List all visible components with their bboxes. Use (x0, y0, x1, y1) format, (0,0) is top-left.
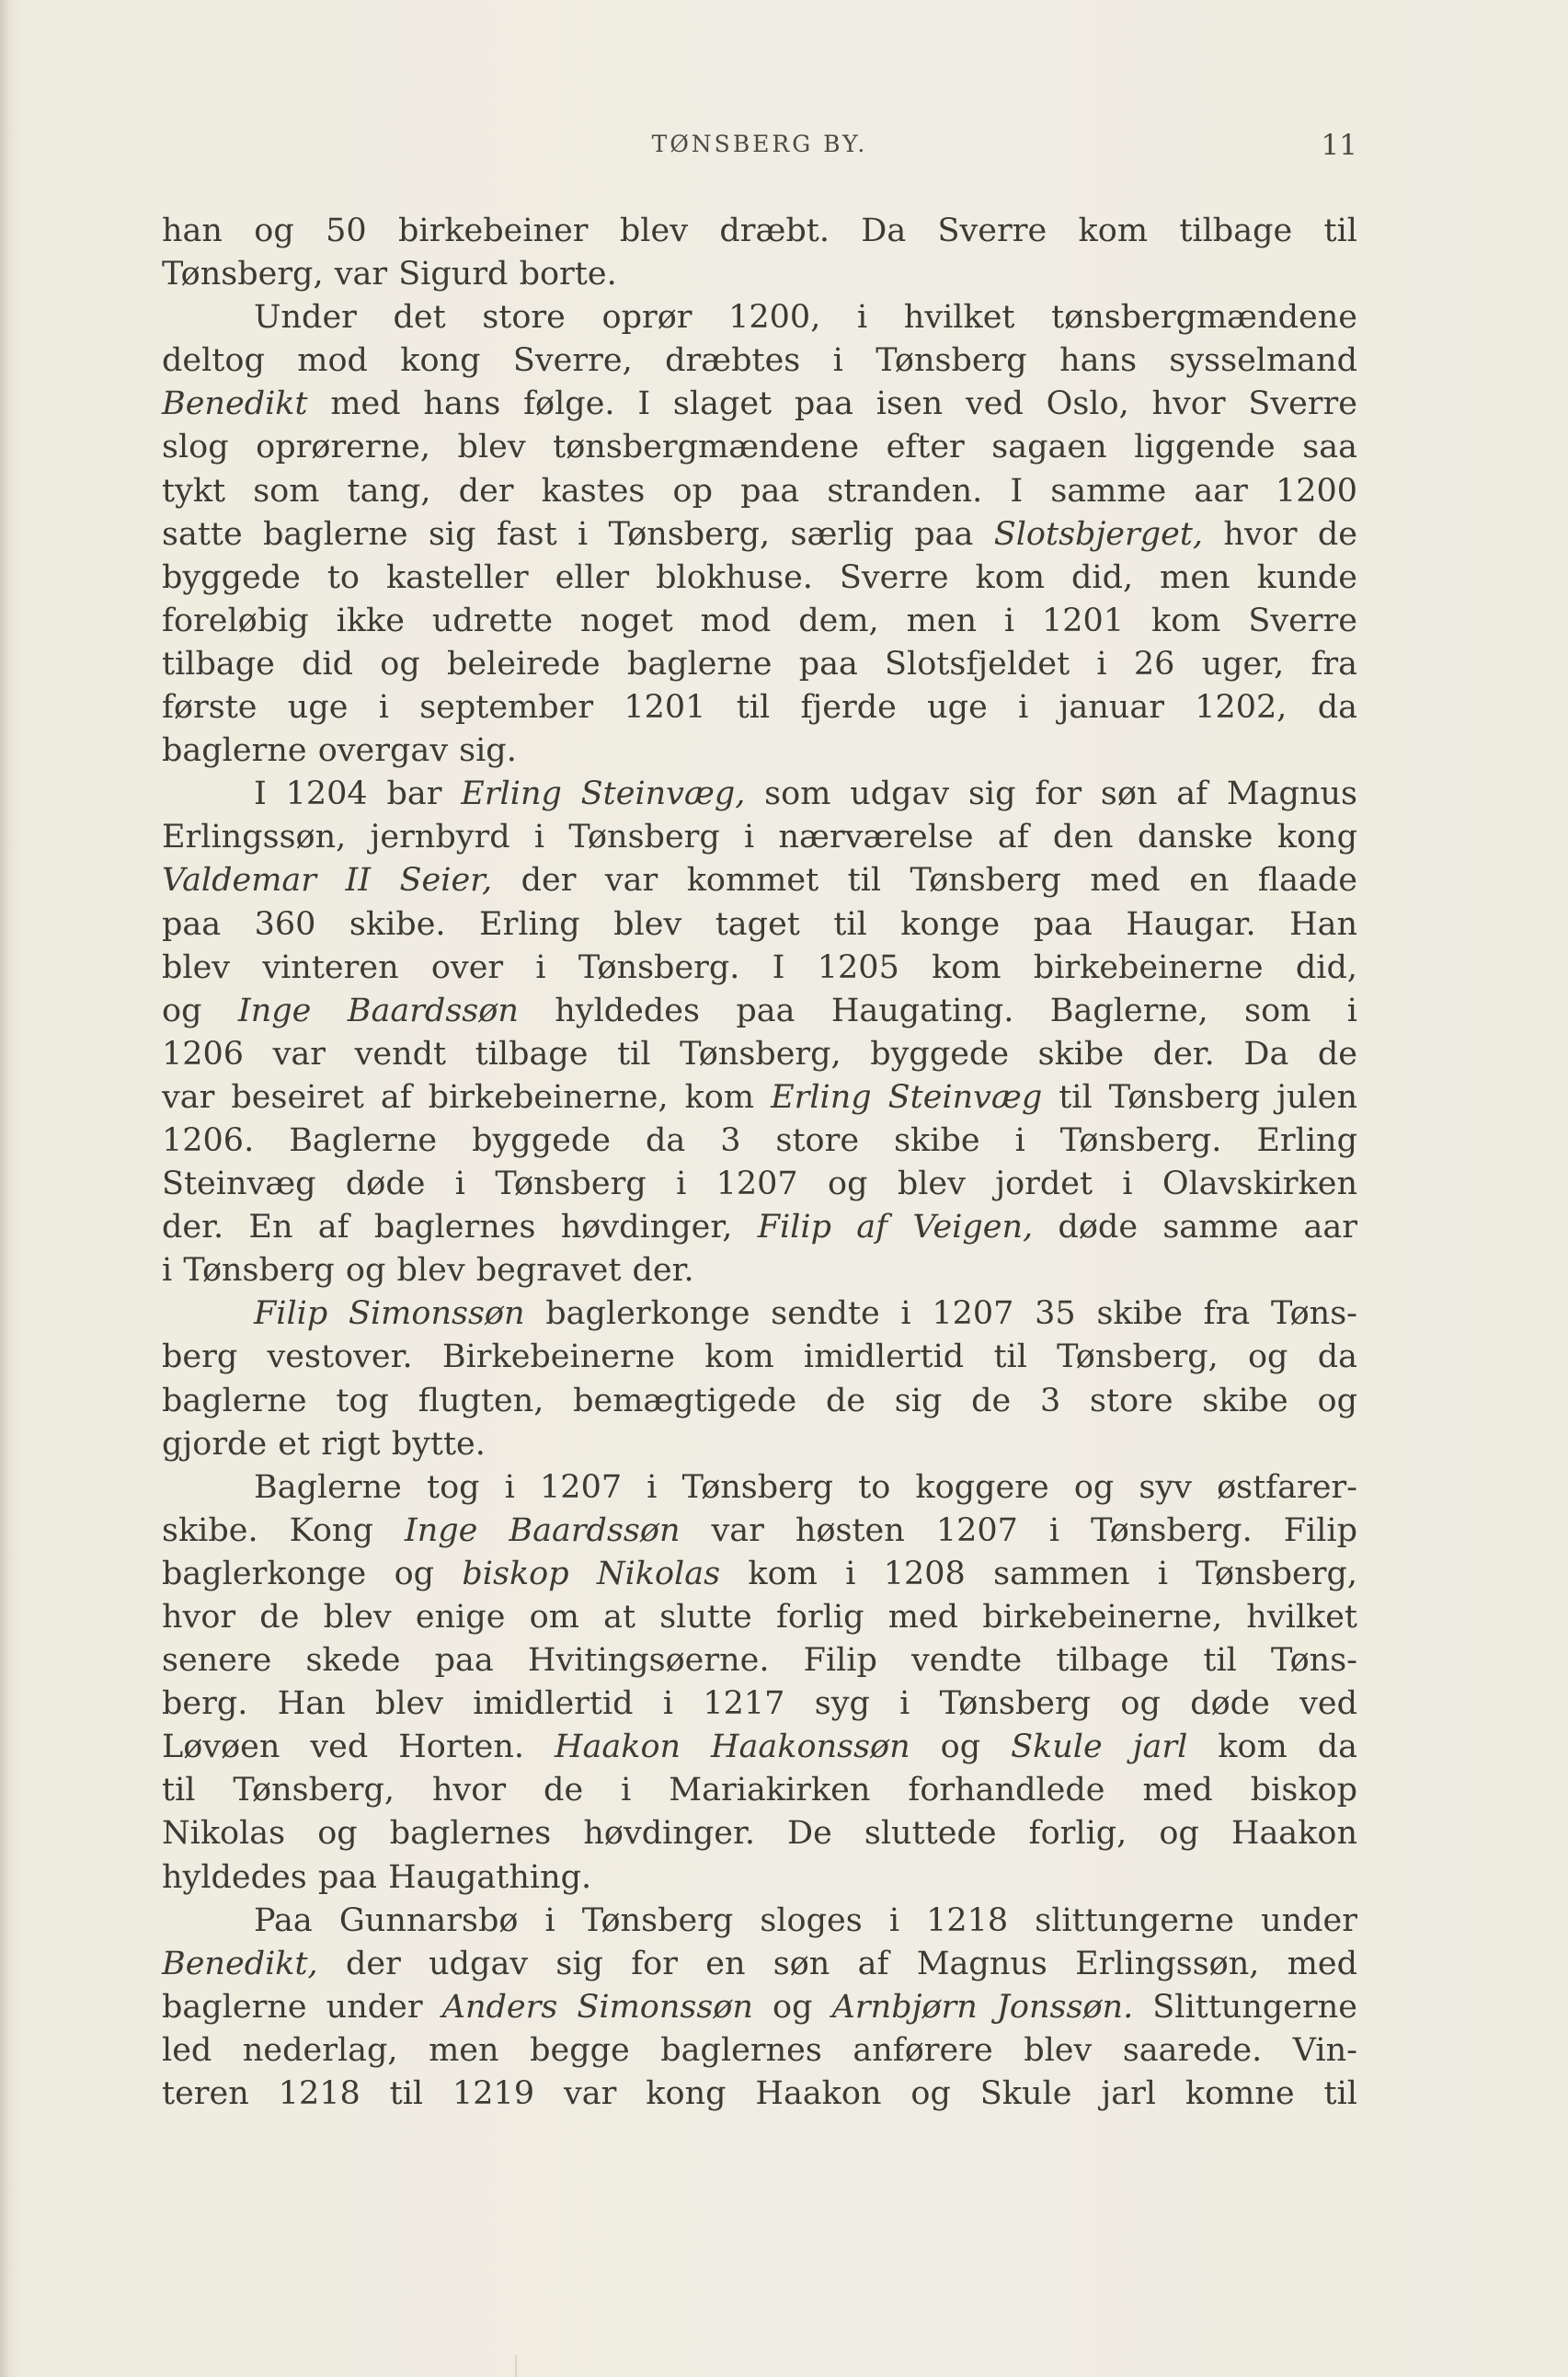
text-line (162, 2073, 1357, 2116)
text-run: der udgav sig for en søn af Magnus Erlingssøn, med (317, 1945, 1357, 1982)
text-run: baglerkonge og (162, 1555, 463, 1592)
text-run: baglerne overgav sig. (162, 732, 517, 770)
text-run: blev vinteren over i Tønsberg. I 1205 kom birkebeinerne did, (162, 948, 1357, 986)
text-line (162, 210, 1357, 253)
text-line (162, 1336, 1357, 1379)
text-line (162, 686, 1357, 729)
text-run: senere skede paa Hvitingsøerne. Filip vendte tilbage til Tøns- (162, 1642, 1357, 1680)
text-line (162, 1769, 1357, 1812)
text-run: og (910, 1728, 1012, 1766)
italic-name: Benedikt, (162, 1945, 318, 1982)
text-run: til Tønsberg julen (1042, 1078, 1357, 1116)
text-line (162, 383, 1357, 426)
text-line (162, 947, 1357, 990)
running-title: TØNSBERG BY. (651, 131, 868, 157)
text-line (162, 1249, 1357, 1292)
text-line (162, 1033, 1357, 1076)
italic-name: Skule jarl (1011, 1728, 1188, 1766)
text-run: byggede to kasteller eller blokhuse. Sverre kom did, men kunde (162, 558, 1357, 596)
text-run: var beseiret af birkebeinerne, kom (162, 1078, 772, 1116)
italic-name: Slotsbjerget, (993, 515, 1204, 553)
italic-name: Erling Steinvæg (771, 1078, 1043, 1116)
text-run: Under det store oprør 1200, i hvilket tønsbergmændene (254, 299, 1357, 337)
text-line (162, 990, 1357, 1033)
scan-artifact (515, 2355, 539, 2377)
text-line (162, 253, 1357, 296)
text-run: der var kommet til Tønsberg med en flaade (492, 862, 1357, 900)
text-run: første uge i september 1201 til fjerde uge i januar 1202, da (162, 689, 1357, 727)
text-line (162, 643, 1357, 686)
italic-name: Inge Baardssøn (404, 1511, 681, 1549)
text-run: paa 360 skibe. Erling blev taget til konge paa Haugar. Han (162, 905, 1357, 943)
text-run: og (752, 1988, 832, 2026)
italic-name: Valdemar II Seier, (162, 862, 493, 900)
text-run: skibe. Kong (162, 1511, 405, 1549)
text-line (162, 339, 1357, 383)
text-line (162, 1943, 1357, 1986)
text-run: var høsten 1207 i Tønsberg. Filip (680, 1511, 1357, 1549)
text-run: berg vestover. Birkebeinerne kom imidlertid til Tønsberg, og da (162, 1338, 1357, 1376)
text-line (162, 1120, 1357, 1163)
text-line (162, 1292, 1357, 1336)
text-line (162, 426, 1357, 469)
text-line (162, 1639, 1357, 1682)
italic-name: Haakon Haakonssøn (554, 1728, 910, 1766)
text-run: satte baglerne sig fast i Tønsberg, særlig paa (162, 515, 994, 553)
text-line (162, 1380, 1357, 1423)
text-run: hvor de (1203, 515, 1357, 553)
text-line (162, 1163, 1357, 1206)
text-run: Baglerne tog i 1207 i Tønsberg to koggere og syv østfarer- (254, 1468, 1357, 1506)
italic-name: Arnbjørn Jonssøn. (831, 1988, 1134, 2026)
text-line (162, 816, 1357, 859)
text-run: hyldedes paa Haugating. Baglerne, som i (518, 992, 1357, 1029)
text-run: der. En af baglernes høvdinger, (162, 1209, 758, 1246)
text-run: Nikolas og baglernes høvdinger. De sluttede forlig, og Haakon (162, 1815, 1357, 1853)
italic-name: Filip af Veigen, (757, 1209, 1034, 1246)
text-line (162, 1682, 1357, 1726)
text-line (162, 1466, 1357, 1510)
text-line (162, 1856, 1357, 1900)
text-run: med hans følge. I slaget paa isen ved Oslo, hvor Sverre (307, 385, 1357, 423)
text-run: foreløbig ikke udrette noget mod dem, men i 1201 kom Sverre (162, 602, 1357, 639)
text-run: Steinvæg døde i Tønsberg i 1207 og blev jordet i Olavskirken (162, 1166, 1357, 1203)
text-line (162, 773, 1357, 816)
text-line (162, 2029, 1357, 2073)
text-run: som udgav sig for søn af Magnus (745, 775, 1358, 813)
text-line (162, 1812, 1357, 1855)
italic-name: Filip Simonssøn (254, 1295, 525, 1333)
text-run: deltog mod kong Sverre, dræbtes i Tønsberg hans sysselmand (162, 342, 1357, 380)
text-run: berg. Han blev imidlertid i 1217 syg i Tønsberg og døde ved (162, 1685, 1357, 1723)
text-line (162, 296, 1357, 339)
text-line (162, 1900, 1357, 1943)
text-line (162, 903, 1357, 947)
text-run: gjorde et rigt bytte. (162, 1425, 486, 1463)
text-line (162, 1726, 1357, 1769)
italic-name: biskop Nikolas (462, 1555, 721, 1592)
text-line (162, 513, 1357, 557)
text-run: Løvøen ved Horten. (162, 1728, 555, 1766)
text-run: Tønsberg, var Sigurd borte. (162, 256, 617, 293)
text-run: slog oprørerne, blev tønsbergmændene efter sagaen liggende saa (162, 429, 1357, 466)
text-line (162, 557, 1357, 600)
text-run: baglerkonge sendte i 1207 35 skibe fra Tøns- (524, 1295, 1357, 1333)
text-line (162, 1510, 1357, 1553)
text-line (162, 1076, 1357, 1120)
text-run: han og 50 birkebeiner blev dræbt. Da Sverre kom tilbage til (162, 212, 1357, 249)
text-run: hyldedes paa Haugathing. (162, 1858, 592, 1896)
text-run: og (162, 992, 238, 1029)
text-run: tilbage did og beleirede baglerne paa Slotsfjeldet i 26 uger, fra (162, 645, 1357, 683)
text-run: Paa Gunnarsbø i Tønsberg sloges i 1218 slittungerne under (254, 1901, 1357, 1939)
text-run: i Tønsberg og blev begravet der. (162, 1252, 694, 1290)
text-line (162, 729, 1357, 773)
text-run: baglerne tog flugten, bemægtigede de sig de 3 store skibe og (162, 1382, 1357, 1419)
text-line (162, 1986, 1357, 2029)
italic-name: Benedikt (162, 385, 308, 423)
text-line (162, 859, 1357, 902)
text-run: kom da (1187, 1728, 1358, 1766)
body-text (162, 210, 1357, 2116)
page-header (162, 131, 1357, 167)
text-line (162, 1423, 1357, 1466)
text-line (162, 470, 1357, 513)
page-number: 11 (1321, 129, 1357, 162)
text-line (162, 1596, 1357, 1639)
text-run: Erlingssøn, jernbyrd i Tønsberg i nærværelse af den danske kong (162, 819, 1357, 856)
text-run: Slittungerne (1133, 1988, 1357, 2026)
text-run: kom i 1208 sammen i Tønsberg, (720, 1555, 1358, 1592)
italic-name: Erling Steinvæg, (461, 775, 746, 813)
text-run: til Tønsberg, hvor de i Mariakirken forhandlede med biskop (162, 1772, 1357, 1809)
text-run: 1206 var vendt tilbage til Tønsberg, byggede skibe der. Da de (162, 1035, 1357, 1073)
text-line (162, 600, 1357, 643)
text-run: I 1204 bar (254, 775, 462, 813)
italic-name: Anders Simonssøn (441, 1988, 753, 2026)
text-run: 1206. Baglerne byggede da 3 store skibe i Tønsberg. Erling (162, 1121, 1357, 1159)
text-run: hvor de blev enige om at slutte forlig med birkebeinerne, hvilket (162, 1599, 1357, 1636)
text-run: tykt som tang, der kastes op paa stranden. I samme aar 1200 (162, 472, 1357, 510)
text-run: baglerne under (162, 1988, 442, 2026)
italic-name: Inge Baardssøn (237, 992, 519, 1029)
text-run: led nederlag, men begge baglernes anførere blev saarede. Vin- (162, 2031, 1357, 2069)
text-line (162, 1206, 1357, 1249)
text-line (162, 1553, 1357, 1596)
text-run: døde samme aar (1033, 1209, 1357, 1246)
text-run: teren 1218 til 1219 var kong Haakon og Skule jarl komne til (162, 2075, 1357, 2113)
